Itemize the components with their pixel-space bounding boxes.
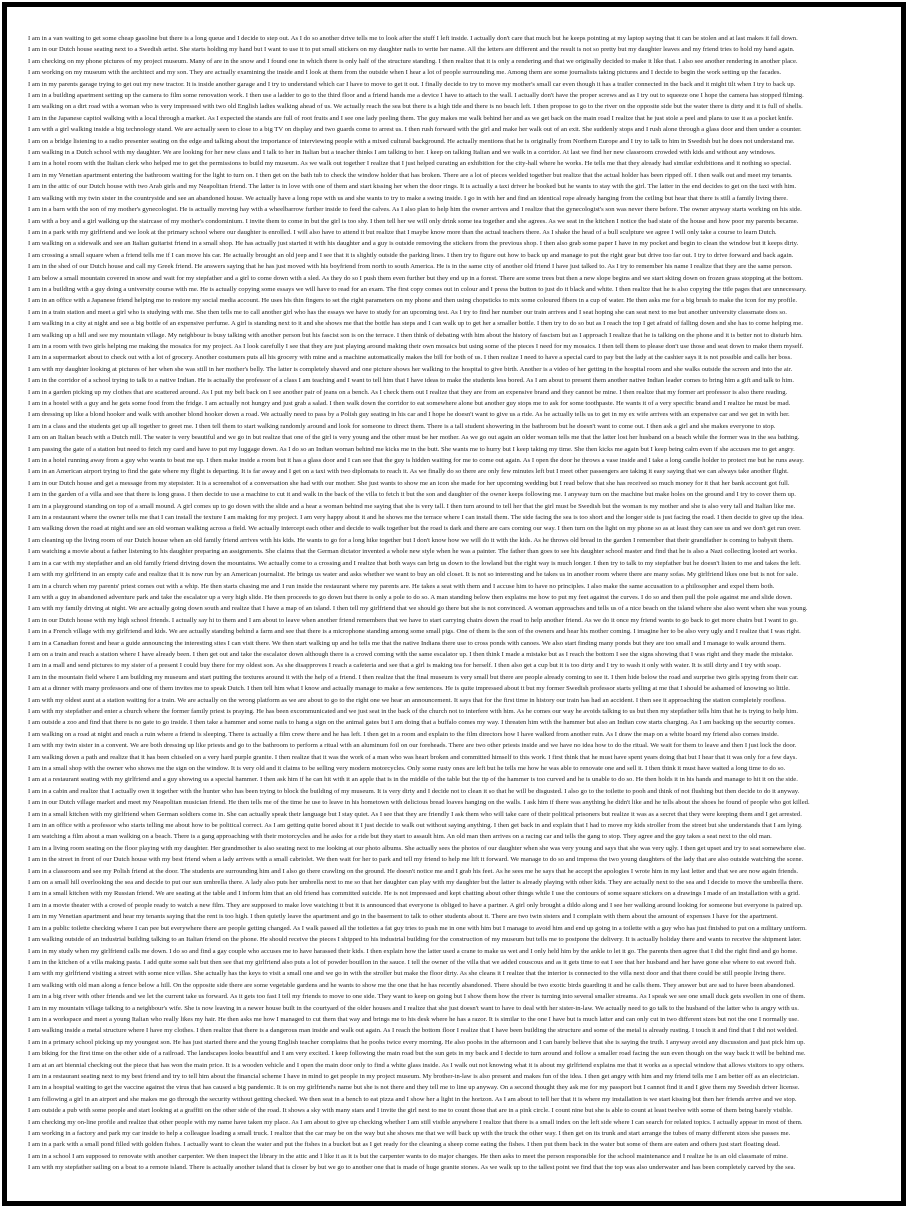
text-line: I am in a small kitchen with my girlfriend when German soldiers come in. She can actually speak their language but I stay quiet. As I see that they are friendly I ask them who will take care of their political prisoners but realize it was as a secret that they were keeping them and I get arrested. — [28, 810, 802, 818]
text-line: I am on a small hill overlooking the sea and decide to put our sun umbrella there. A lady also puts her umbrella next to me so that her daughter can play with my daughter but the latter is already playing with other kids. They are actually next to the sea and I decide to move the umbrella there. — [28, 879, 804, 887]
text-line: I am in our Dutch village market and meet my Neapolitan musician friend. He then tells me of the time he use to leave in his hometown with delicious bread loaves hanging on the walls. I ask him if there was anything he didn't like and he tells about the shoes he found of people who got killed. — [28, 799, 810, 807]
text-line: I am with my family driving at night. We are actually going down south and realize that I have a map of an island. I then tell my girlfriend that we should go there but she is not convinced. A woman approaches and tells us of a nice beach on the island where she also went when she was young. — [28, 605, 808, 613]
text-line: I am in the mountain field where I am building my museum and start putting the textures around it with the help of a friend. I then realize that the final museum is very small but there are people already coming to see it. I then hide below the road and surprise two girls spying from their car. — [28, 673, 799, 681]
text-line: I am at a restaurant seating with my girlfriend and a guy showing us a special hammer. I then ask him if he can hit with it an apple that is in the middle of the table but the tip of the hammer is too curved and he is unable to do so. He then holds it in his hands and manage to hit it on the side. — [28, 776, 798, 784]
text-line: I am following a girl in an airport and she makes me go through the security without getting checked. We then seat in a bench to eat pizza and I show her a light in the horizon. As I am about to tell her that it is where my installation is we start kissing but then her friends arrive and we stop. — [28, 1095, 797, 1103]
text-line: I am at an art biennial checking out the piece that has won the main price. It is a wooden vehicle and I open the main door only to find a white glass inside. As I walk out not knowing what it is about my girlfriend explains me that it works as a special window that allows visitors to spy others. — [28, 1061, 805, 1069]
text-line: I am in a restaurant seating next to my best friend and try to tell him about the financial scheme I have in mind to get people in my project museum. My brother-in-law is also present and makes fun of the idea. I then get angry with him and my friend tells me I am better off as an electrician. — [28, 1072, 800, 1080]
text-line: I am walking with my twin sister in the countryside and see an abandoned house. We actually have a long rope with us and she wants to try to make a swing inside. I go in with her and find an identical rope already hanging from the ceiling but hear that there is still a family living there. — [28, 194, 788, 202]
text-line: I am in a building apartment setting up the camera to film some renovation work. I then use a ladder to go to the third floor and a friend hands me a device I have to attach to the wall. I actually don't have the proper screws and as I try out to squeeze one I hope the camera has stopped filming. — [28, 92, 804, 100]
text-line: I am in a playground standing on top of a small mound. A girl comes up to go down with the slide and a hear a woman behind me saying that she is very tall. I then turn around to tell her that the girl must be Swedish but the woman is my mother and she is also very tall and Italian like me. — [28, 502, 796, 510]
text-line: I am on a bridge listening to a radio presenter seating on the edge and talking about the importance of interviewing people with a mixed cultural background. He actually mentions that he is originally from Northern Europe and I try to talk to him in Swedish but he does not understand me. — [28, 137, 795, 145]
text-line: I am walking down a path and realize that it has been chiseled on a very hard purple granite. I then realize that it was the work of a man who was heart broken and committed himself to this work. I first think that he must have spent years doing that but I hear that it was only for a few days. — [28, 753, 798, 761]
text-line: I am in the garden of a villa and see that there is long grass. I then decide to use a machine to cut it and walk in the back of the villa to fetch it but the son and daughter of the owner keeps following me. I anyway turn on the machine but make holes on the ground and I try to cover them up. — [28, 491, 796, 499]
text-line: I am in a small shop with the owner who shows me the sign on the window. It is very old and it claims to be selling very modern motorcycles. Only some rusty ones are left but he tells me how he was able to renovate one and sell it. I then think it must have waited a long time to do so. — [28, 765, 786, 772]
text-line: I am in a big river with other friends and we let the current take us forward. As it gets too fast I tell my friends to move to one side. They want to keep on going but I show them how the river is turning into several smaller streams. As I speak we see one small duck gets swollen in one of them. — [28, 993, 806, 1001]
text-line: I am in a public toilette checking where I can pee but everywhere there are people getting changed. As I walk passed all the toilettes a fat guy tries to push me in one with him but I manage to avoid him and end up going in a toilette with a guy who has just finished to put on a military uniform. — [28, 924, 807, 932]
text-line: I am in a hotel running away from a guy who wants to beat me up. I then make inside a room but it has a glass door and I can see that the guy is hidden waiting for me to come out again. As I open the door he throws a vase inside and I take a long candle holder to protect me but he runs away. — [28, 457, 804, 465]
text-line: I am in my mountain village talking to a neighbour's wife. She is now leaving in a newer house built in the courtyard of the older houses and I realize that she just doesn't want to have to deal with her sister-in-law. We actually need to go talk to the husband of the latter who is angry with us. — [28, 1004, 799, 1012]
text-line: I am walking in a Dutch school with my daughter. We are looking for her new class and I talk to her in Italian but a teacher thinks I am talking to her. I keep on talking Italian and we walk in a corridor. At last we find her new classroom crowded with kids and without any windows. — [28, 149, 776, 157]
text-line: I am checking on my phone pictures of my project museum. Many of are in the snow and I found one in which there is only half of the structure standing. I then realize that it is only a rendering and that we originally decided to make it like that. I also see another rendering in another place. — [28, 57, 798, 65]
text-line: I am working on my museum with the architect and my son. They are actually examining the inside and I look at them from the outside when I hear a lot of people surrounding me. Among them are some journalists taking pictures and I decide to begin the work setting up the facades. — [28, 69, 782, 77]
text-line: I am in an office with a Japanese friend helping me to restore my social media account. He uses his thin fingers to set the right parameters on my phone and then using chopsticks to mix some coloured fibers in a cup of water. He then asks me for a big brush to make the icon for my profile. — [28, 297, 798, 305]
text-line: I am with a boy and a girl walking up the staircase of my mother's condominium. I invite them to come in but the girl is too shy. I then tell her we will only drink some tea together and she agrees. As we seat in the kitchen I notice the bad state of the house and how poor my parents became. — [28, 217, 799, 225]
text-line: I am walking in a city at night and see a big bottle of an expensive perfume. A girl is standing next to it and she shows me that the bottle has steps and I can walk up to get her a smaller bottle. I then try to do so but as I reach the top I get afraid of falling down and she has to come helping me. — [28, 320, 803, 328]
text-line: I am in a building with a guy doing a university course with me. He is actually copying some essays we will have to read for an exam. The first copy comes out in colour and I press the button to just do it black and white. I then realize that he is also copying the title pages that are unnecessary. — [28, 285, 807, 293]
text-line: I am in our Dutch house with my high school friends. I actually say hi to them and I am about to leave when another friend remembers that we have to start carrying chairs down the road to help another friend. As we do it once my friend wants to go back to get more chairs but I want to go. — [28, 616, 798, 624]
text-line: I am walking with old man along a fence below a hill. On the opposite side there are some vegetable gardens and he wants to show me the one that he has recently abandoned. There should be two exotic birds guarding it and he calls them. They answer but are sad to have been abandoned. — [28, 981, 795, 989]
text-line: I am with my daughter looking at pictures of her when she was still in her mother's belly. The latter is completely shaved and one picture shows her walking to the hospital to give birth. Another is a video of her getting in the hospital room and she walks outside the screen and into the air. — [28, 365, 793, 373]
text-line: I am in a hostel with a guy and he gets some food from the fridge. I am actually not hungry and just grab a salad. I then walk down the corridor to eat somewhere alone but another guy stops me to ask for some toothpaste. He wants it of a very specific brand and I realize he must be mad. — [28, 400, 791, 407]
text-line: I am in a mall and send pictures to my sister of a present I could buy there for my oldest son. As she disapproves I reach a cafeteria and see that a girl is making tea for herself. I then also get a cup but it is too dirty and I try to wash it only with water. It is still dirty and I try with soap. — [28, 662, 781, 670]
text-line: I am in a park with a small pond filled with golden fishes. I actually want to clean the water and put the fishes in a bucket but as I get ready for the cleaning a sheep come eating the fishes. I then put them back in the water but some of them are eaten and others just start floating dead. — [28, 1141, 780, 1149]
text-line: I am in a van waiting to get some cheap gasoline but there is a long queue and I decide to step out. As I do so another drive tells me to look after the stuff I left inside. I actually don't care that much but he keeps pointing at my laptop saying that it can be stolen and at last makes it fall down. — [28, 35, 798, 42]
text-line: I am in my parents garage trying to get out my new tractor. It is inside another garage and I try to understand which car I have to move to get it out. I finally decide to try to move my mother's small car even though it has a trailer connected in the back and it might tilt when I try to back up. — [28, 80, 796, 88]
text-line: I am in a supermarket about to check out with a lot of grocery. Another costumers puts all his grocery with mine and a machine automatically makes the bill for both of us. I then realize I need to have a special card to pay but the lady at the cashier says it is not possible and calls her boss. — [28, 354, 792, 362]
text-lines-container — [28, 33, 887, 1201]
text-line: I am in a car with my stepfather and an old family friend driving down the mountains. We actually come to a crossing and I realize that both ways can brig us down to the lowland but the right way is much longer. I then try to talk to my stepfather but he doesn't listen to me and takes the left. — [28, 559, 801, 567]
text-line: I am in a hospital waiting to get the vaccine against the virus that has caused a big pandemic. It is on my girlfriend's name but she is not there and they tell me to line up anyway. On a second thought they ask me for my passport but I cannot find it and I give them my Swedish driver license. — [28, 1084, 800, 1092]
text-line: I am in a barn with the son of my mother's gynecologist. He is actually moving hay with a wheelbarrow further inside to feed the calves. As I also plan to help him the owner arrives and I realize that the gynecologist's son was never there before. The owner anyway starts working on his side. — [28, 206, 802, 214]
text-line: I am in an office with a professor who starts telling me about how to be political correct. As I am getting quite bored about it I just decide to walk out without saying anything. I then get back in and explain that I had to move my kids stroller from the street but she understands that I am lying. — [28, 822, 803, 830]
text-line: I am in the attic of our Dutch house with two Arab girls and my Neapolitan friend. The latter is in love with one of them and start kissing her when the door rings. It is actually a taxi driver he booked but he wants to stay with the girl. The latter in the end decides to get on the taxi with him. — [28, 183, 797, 191]
text-line: I am in a class and the students get up all together to greet me. I then tell them to start walking randomly around and look for someone to direct them. There is a tall student showering in the bathroom but he doesn't want to come out. I then ask a girl and she makes everyone to stop. — [28, 422, 776, 430]
text-line: I am in my Venetian apartment entering the bathroom waiting for the light to turn on. I then get on the bath tub to check the window holder that has broken. There are a lot of pieces welded together but realize that the actual holder has been ripped off. I then walk out and meet my tenants. — [28, 171, 793, 179]
text-line: I am in a park with my girlfriend and we look at the primary school where our daughter is enrolled. I will also have to attend it but realize that I maybe know more than the actual teachers there. As I shake the head of a bull sculpture we agree I will only take a course to learn Dutch. — [28, 228, 777, 236]
page-frame — [2, 2, 906, 1206]
text-line: I am in my Venetian apartment and hear my tenants saying that the rent is too high. I then quietly leave the apartment and go in the basement to talk to other students about it. There are two twin sisters and I complain with them about the amount of expenses I have for the apartment. — [28, 913, 778, 921]
text-line: I am with my girlfriend in an empty cafe and realize that it is now run by an American journalist. He brings us water and asks whether we want to buy an old closet. It is not so interesting and he takes us in another room where there are many sofas. My girlfriend likes one but is not for sale. — [28, 571, 798, 579]
text-line: I am in a cabin and realize that I actually own it together with the hunter who has been trying to block the building of my museum. It is very dirty and I decide not to clean it so that he will be disgusted. I also go to the toilette to pooh and think of not flushing but then decide to do it anyway. — [28, 787, 800, 795]
text-line: I am watching a film about a man walking on a beach. There is a gang approaching with their motorcycles and he asks for a ride but they start to assault him. An old man then arrives on a racing car and tells the gang to stop. They agree and the guy takes a seat next to the old man. — [28, 833, 772, 841]
text-line: I am in a restaurant where the owner tells me that I can install the texture I am making for my project. I am very happy about it and he shows me the terrace where I can install them. The side facing the sea is too short and the longer side is just facing the road. I then decide to give up the idea. — [28, 514, 804, 522]
text-line: I am with my twin sister in a convent. We are both dressing up like priests and go to the bathroom to perform a ritual with an aluminum foil on our foreheads. There are two other priests inside and we have no idea how to do the ritual. We wait for them to leave and then I just lock the door. — [28, 742, 797, 750]
text-line: I am on an Italian beach with a Dutch mill. The water is very beautiful and we go in but realize that one of the girl is very young and the other must be her mother. As we go out again an older woman tells me that the latter lost her husband on a beach while the former was in the sea bathing. — [28, 434, 800, 442]
text-line: I am walking on a road at night and reach a ruin where a friend is sleeping. There is actually a film crew there and he has left. I then get in a room and explain to the film directors how I have walked from another ruin. As I draw the map on a white board my friend also comes inside. — [28, 730, 779, 738]
text-line: I am with my oldest aunt at a station waiting for a train. We are actually on the wrong platform as we are about to go to the right one we hear an announcement. It says that for the first time in history our train has had an accident. I then see it approaching the station completely roofless. — [28, 696, 786, 704]
text-line: I am below a small mountain covered in snow and wait for my stepfather and a girl to come down with a sled. As they do so I push them even further but they end up in a forest. There are some trees but then a new slope begins and we start skiing down on frozen grass stopping at the bottom. — [28, 274, 803, 282]
text-line: I am in an American airport trying to find the gate where my flight is departing. It is far away and I get on a taxi with two diplomats to reach it. As we finally do so there are only few minutes left but I meet other passengers are taking it easy saying that we can always take another flight. — [28, 468, 789, 476]
text-line: I am in a living room seating on the floor playing with my daughter. Her grandmother is also seating next to me looking at our photo albums. She actually sees the photos of our daughter when she was very young and says that she was very ugly. I then get upset and try to seat somewhere else. — [28, 844, 806, 852]
text-line: I am with a girl walking inside a big technology stand. We are actually seen to close to a big TV on display and two guards come to arrest us. I then rush forward with the girl and make her walk out of an exit. She suddenly stops and I rush alone through a glass door and then under a counter. — [28, 126, 802, 134]
text-line: I am watching a movie about a father listening to his daughter preparing an assignments. She claims that the German dictator invented a whole new style when he was a painter. The father than goes to see his daughter school master and find that he is also a Nazi collecting looted art works. — [28, 548, 798, 556]
text-line: I am in a Canadian forest and hear a guide announcing the interesting sites I can visit there. We then start walking up and he tells me that the native Indians there use to cross ponds with canoes. We also start finding many ponds but they are too small and I manage to walk around them. — [28, 639, 786, 647]
text-line: I am crossing a small square when a friend tells me if I can move his car. He actually brought an old jeep and I see that it is slightly outside the parking lines. I then try to figure out how to back up and manage to put the right gear but drive too far out. I try to drive forward and back again. — [28, 251, 794, 259]
text-line: I am walking on a dirt road with a woman who is very impressed with two old English ladies walking ahead of us. We actually reach the sea but there is a high tide and there is no beach left. I then propose to go to the river on the opposite side but the water there is dirty and it is full of shells. — [28, 103, 803, 111]
text-line: I am in a school I am supposed to renovate with another carpenter. We then inspect the library in the attic and I like it as it is but the carpenter wants to do major changes. He then asks to meet the person responsible for the school maintenance and I realize he is an old classmate of mine. — [28, 1152, 788, 1160]
text-line: I am cleaning up the living room of our Dutch house when an old family friend arrives with his kids. He wants to go for a long hike together but I don't know how we will do it with the kids. As he throws old bread in the garden I remember that their grandfather is coming to babysit them. — [28, 536, 794, 544]
text-line: I am in a small kitchen with my Russian friend. We are seating at the table and I inform him that an old friend has committed suicide. He is not impressed and kept chatting about other things while I use the contours of some square stickers on a drawings I made of an installation with a grid. — [28, 890, 800, 898]
text-line: I am in my study when my girlfriend calls me down. I do so and find a gay couple who accuses me to have harassed their kids. I then explain how the latter used a crane to make us wet and I only held him by the ankle to let it go. The parents then agree that I did the right find and go home. — [28, 947, 798, 955]
text-line: I am with my stepfather sailing on a boat to a remote island. There is actually another island that is closer by but we go to another one that is made of huge granite stones. As we walk up to the tallest point we find that the top was also underwater and has been completely carved by the sea. — [28, 1164, 796, 1172]
text-line: I am in a movie theater with a crowd of people ready to watch a new film. They are supposed to make love watching it but it is announced that everyone is obliged to have a partner. A girl only brought a dildo along and I see her walking around looking for someone but everyone is paired up. — [28, 901, 803, 909]
text-line: I am in the shed of our Dutch house and call my Greek friend. He answers saying that he has just moved with his boyfriend from north to south America. He is in the same city of another old friend I have just talked to. As I try to remember his name I realize that they are the same person. — [28, 263, 793, 271]
text-line: I am in a church when my parents' priest comes out with a whip. He then starts chasing me and I run inside the restaurant where my parents are. He takes a seat with them and I accuse him to have no principles. I also make the same accusation to a philosopher and expel them both. — [28, 582, 775, 590]
text-line: I am in a garden picking up my clothes that are scattered around. As I put my belt back on I see another pair of jeans on a bench. As I check them out I realize that they are from an expensive brand and they cannot be mine. I then realize that my former art professor is also there reading. — [28, 388, 788, 396]
text-line: I am in a classroom and see my Polish friend at the door. The students are surrounding him and I also go there crawling on the ground. He doesn't notice me and I grab his feet. As he sees me he says that he accept the apologies I wrote him in my last letter and that we are now again friends. — [28, 867, 799, 875]
text-line: I am with my stepfather and enter a church where the former family priest is praying. He has been excommunicated and we just seat in the back of the church not to interfere with him. As he comes our way he avoids talking to us but then my stepfather tells him that he is trying to help him. — [28, 707, 799, 715]
text-line: I am biking for the first time on the other side of a railroad. The landscapes looks beautiful and I am very excited. I keep following the main road but the sun gets in my back and I decide to turn around and follow a smaller road facing the sun even though on the way back it will be behind me. — [28, 1050, 806, 1058]
text-line: I am checking my on-line profile and realize that other people with my name have taken my place. As I am about to give up checking whether I am still visible anywhere I realize that there is a small index on the left side where I can search for related topics. I actually appear in most of them. — [28, 1118, 803, 1126]
text-line: I am dressing up like a blond hooker and walk with another blond hooker down a road. We actually need to pass by a Polish guy seating in his car and I hope he doesn't want to give us a ride. As he actually tells us to get in my ex wife arrives with an expensive car and we get in with her. — [28, 411, 790, 419]
text-line: I am in a workspace and meet a young Italian who really likes my hair. He then asks me how I managed to cut them that way and brings me to his desk where he has a razor. It is similar to the one I have but is much latter and can only cut in two different sizes but not the one I normally use. — [28, 1015, 799, 1023]
text-line: I am outside a zoo and find that there is no gate to go inside. I then take a hammer and some nails to hang a sign on the animal gates but I am doing that a buffalo comes my way. I threaten him with the hammer but also an Indian cow starts charging. As I am backing up the security comes. — [28, 719, 796, 727]
text-line: I am in a room with two girls helping me making the mosaics for my project. As I look carefully I see that they are just playing around making their own mosaics but using some of the pieces I need for my mosaics. I then tell them to please don't use those and seat down to make them myself. — [28, 342, 804, 350]
text-line: I am on a train and reach a station where I have already been. I then get out and take the escalator down although there is a crowd coming with the same escalator up. I then think I made a mistake but as I reach the bottom I see the signs showing that I was right and they made the mistake. — [28, 650, 794, 658]
text-line: I am in a French village with my girlfriend and kids. We are actually standing behind a farm and see that there is a microphone standing among some small pigs. One of them is the son of the owners and hear his mother coming. I imagine her to be also very ugly and I realize that I was right. — [28, 628, 801, 636]
text-line: I am in the Japanese capitol walking with a local through a market. As I expected the stands are full of root fruits and I see one lady peeling them. The guy makes me walk behind her and as we get back on the main road I realize that he just stole a peel and plans to use it as a pocket knife. — [28, 114, 794, 122]
text-line: I am in our Dutch house and get a message from my stepsister. It is a screenshot of a conversation she had with our mother. She just wants to show me an icon she made for her upcoming wedding but I read below that she has received so much money for it that her bank account got full. — [28, 479, 790, 487]
text-line: I am in a train station and meet a girl who is studying with me. She then tells me to call another girl who has the essays we have to study for an upcoming test. As I try to find her number our train arrives and I seat hoping she can seat next to me but another university classmate does so. — [28, 308, 787, 316]
text-line: I am with a guy in abandoned adventure park and take the escalator up a very high slide. He then proceeds to go down but there is only a pole to do so. A man standing below then explains me how to put my feet against the curves. I do so and then pull the pole against me and slide down. — [28, 593, 793, 601]
text-line: I am in a primary school picking up my youngest son. He has just started there and the young English teacher complains that he poohs twice every morning. He also poohs in the afternoon and I can barely believe that she is saying the truth. I anyway avoid any discussion and just pick him up. — [28, 1038, 806, 1046]
document-page — [7, 7, 901, 1201]
text-line: I am in the kitchen of a villa making pasta. I add quite some salt but then see that my girlfriend also puts a lot of powder bouillon in the sauce. I tell the owner of the villa that we added couscous and as it gets time to eat I see that her husband and her have gone else where to eat sword fish. — [28, 958, 797, 966]
text-line: I am in a hotel room with the Italian clerk who helped me to get the permissions to build my museum. As we walk out together I realize that I just helped curating an exhibition for the city-hall where he works. He tells me that they already had similar exhibitions and it nothing so special. — [28, 160, 792, 168]
text-line: I am passing the gate of a station but need to fetch my card and have to put my luggage down. As I do so an Indian woman behind me kicks me in the butt. She wants me to hurry but I keep taking my time. She then kicks me again but I keep being calm even if she accuses me to get angry. — [28, 445, 795, 453]
text-line: I am outside a pub with some people and start looking at a graffiti on the other side of the road. It shows a sky with many stars and I invite the girl next to me to count those that are in a pink circle. I count nine but she is able to count at least twelve with some of them being barely visible. — [28, 1107, 793, 1115]
text-line: I am at a dinner with many professors and one of them invites me to speak Dutch. I then tell him what I know and actually manage to make a few sentences. He is quite impressed about it but my former Swedish professor starts yelling at me that I should be ashamed of knowing so little. — [28, 685, 790, 693]
text-line: I am in the corridor of a school trying to talk to a native Indian. He is actually the professor of a class I am teaching and I want to tell him that I have ideas to make the students less bored. As I am about to present them another native Indian leader comes to bring him a gift and talk to him. — [28, 377, 795, 385]
text-line: I am working in a factory and park my car inside to help a colleague loading a small truck. I realize that the car may be on the way but she shows me that we will back up with the truck the other way. I then get on its trunk and start arrange the tubes of many different sizes she passes me. — [28, 1130, 791, 1137]
text-line: I am in the street in front of our Dutch house with my best friend when a lady arrives with a small cabriolet. We then wait for her to park and tell my friend to help me lift it forward. We manage to do so and impress the two young daughters of the lady that are also outside watching the scene. — [28, 856, 804, 864]
text-line: I am walking inside a metal structure where I have my clothes. I then realize that there is a dangerous man inside and walk out again. As I reach the bottom floor I realize that I have been building the structure and some of the metal is already rusting. I touch it and find that I did not welded. — [28, 1027, 798, 1035]
text-line: I am walking on a sidewalk and see an Italian guitarist friend in a small shop. He has actually just started it with his daughter and a guy is outside removing the stickers from the previous shop. I then also grab some paper I have in my pocket and begin to clean the window but it keeps dirty. — [28, 240, 799, 248]
text-line: I am walking up a hill and see my mountain village. My neighbour is busy talking with another person but his fascist son is on the terrace. I then think of debating with him about the history of fascism but as I approach I realize that he is talking on the phone and it is better not to disturb him. — [28, 331, 803, 339]
text-line: I am walking down the road at night and see an old woman walking across a field. We actually intercept each other and decide to walk together but the road is dark and there are cars coming our way. I then turn on the light on my phone so as at least they can see us and we don't get run over. — [28, 525, 801, 533]
text-line: I am with my girlfriend visiting a street with some nice villas. She actually has the keys to visit a small one and we go in with the stroller but make the floor dirty. As she cleans it I realize that the interior is connected to the villa next door and that there could be still people living there. — [28, 970, 786, 978]
text-line: I am in our Dutch house seating next to a Swedish artist. She starts holding my hand but I want to use it to put small stickers on my daughter nails to write her name. All the letters are different and the result is not so pretty but my daughter leaves and my friend tries to hold my hand again. — [28, 46, 795, 54]
text-line: I am walking outside of an industrial building talking to an Italian friend on the phone. He should receive the pieces I shipped to his industrial building for the construction of my museum but tells me to postpone the delivery. It is actually holiday there and wants to receive the shipment later. — [28, 936, 802, 944]
